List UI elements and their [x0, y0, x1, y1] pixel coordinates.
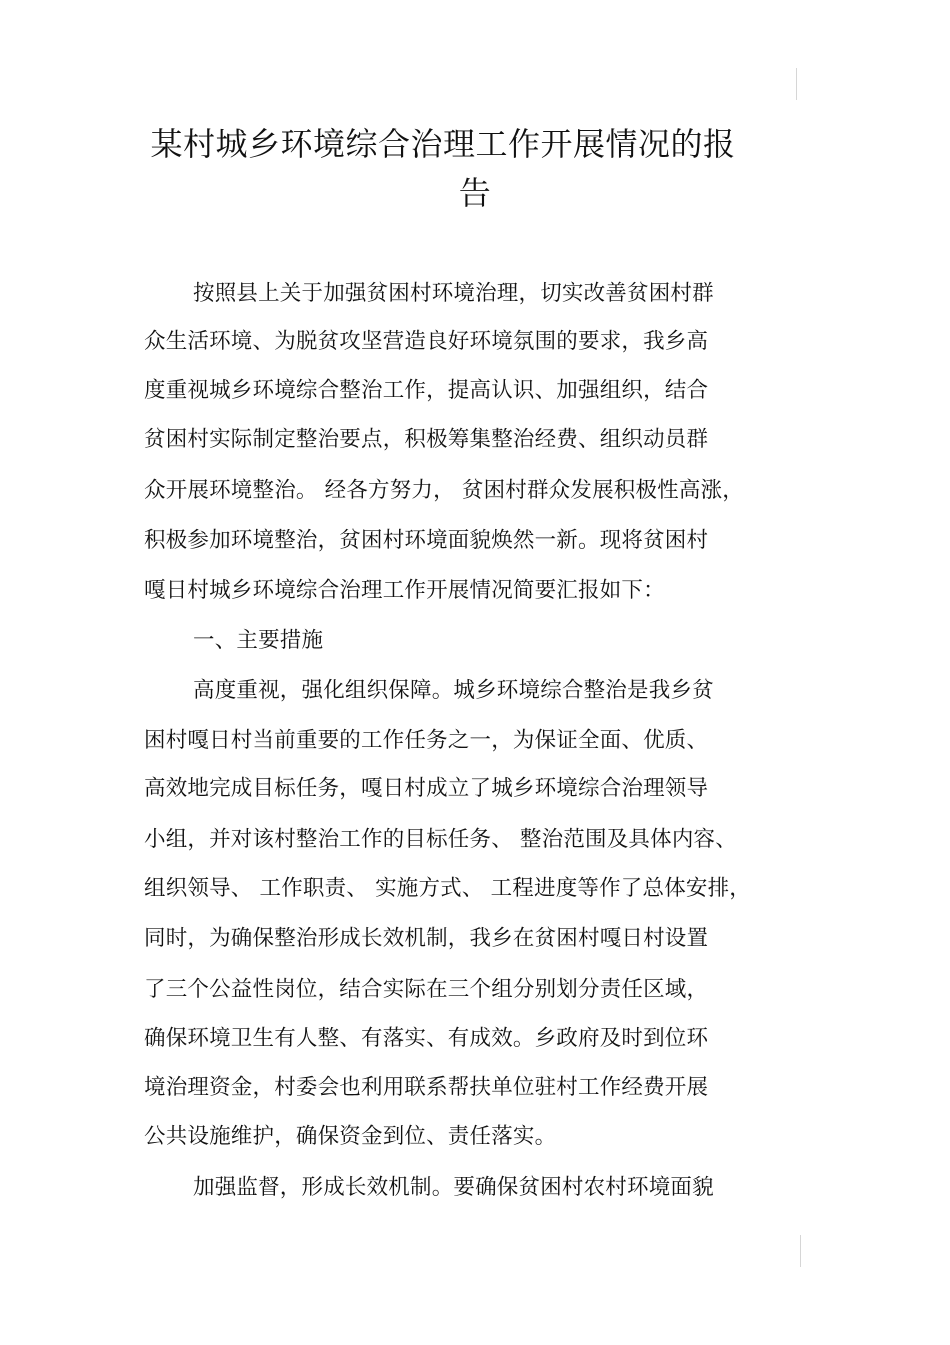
paragraph-line: 小组，并对该村整治工作的目标任务、 整治范围及具体内容、	[144, 827, 737, 852]
page-corner-mark	[800, 1235, 801, 1267]
document-title-continued: 告	[458, 174, 492, 212]
paragraph-line: 高度重视，强化组织保障。城乡环境综合整治是我乡贫	[193, 678, 714, 703]
paragraph-line: 境治理资金，村委会也利用联系帮扶单位驻村工作经费开展	[144, 1075, 709, 1100]
paragraph-line: 同时，为确保整治形成长效机制，我乡在贫困村嘎日村设置	[144, 926, 709, 951]
page-corner-mark	[796, 68, 797, 100]
section-heading: 一、主要措施	[193, 628, 324, 653]
paragraph-line: 了三个公益性岗位，结合实际在三个组分别划分责任区域，	[144, 977, 709, 1002]
paragraph-line: 公共设施维护，确保资金到位、责任落实。	[144, 1124, 557, 1149]
paragraph-line: 度重视城乡环境综合整治工作，提高认识、加强组织，结合	[144, 378, 709, 403]
paragraph-line: 高效地完成目标任务，嘎日村成立了城乡环境综合治理领导	[144, 776, 709, 801]
paragraph-line: 众开展环境整治。 经各方努力， 贫困村群众发展积极性高涨，	[144, 478, 744, 503]
paragraph-line: 按照县上关于加强贫困村环境治理，切实改善贫困村群	[193, 281, 714, 306]
paragraph-line: 确保环境卫生有人整、有落实、有成效。乡政府及时到位环	[144, 1026, 709, 1051]
document-title: 某村城乡环境综合治理工作开展情况的报	[150, 125, 736, 163]
paragraph-line: 积极参加环境整治，贫困村环境面貌焕然一新。现将贫困村	[144, 528, 709, 553]
paragraph-line: 贫困村实际制定整治要点，积极筹集整治经费、组织动员群	[144, 427, 709, 452]
paragraph-line: 组织领导、 工作职责、 实施方式、 工程进度等作了总体安排，	[144, 876, 752, 901]
paragraph-line: 加强监督，形成长效机制。要确保贫困村农村环境面貌	[193, 1175, 714, 1200]
paragraph-line: 困村嘎日村当前重要的工作任务之一，为保证全面、优质、	[144, 728, 709, 753]
paragraph-line: 众生活环境、为脱贫攻坚营造良好环境氛围的要求，我乡高	[144, 329, 709, 354]
paragraph-line: 嘎日村城乡环境综合治理工作开展情况简要汇报如下：	[144, 578, 665, 603]
